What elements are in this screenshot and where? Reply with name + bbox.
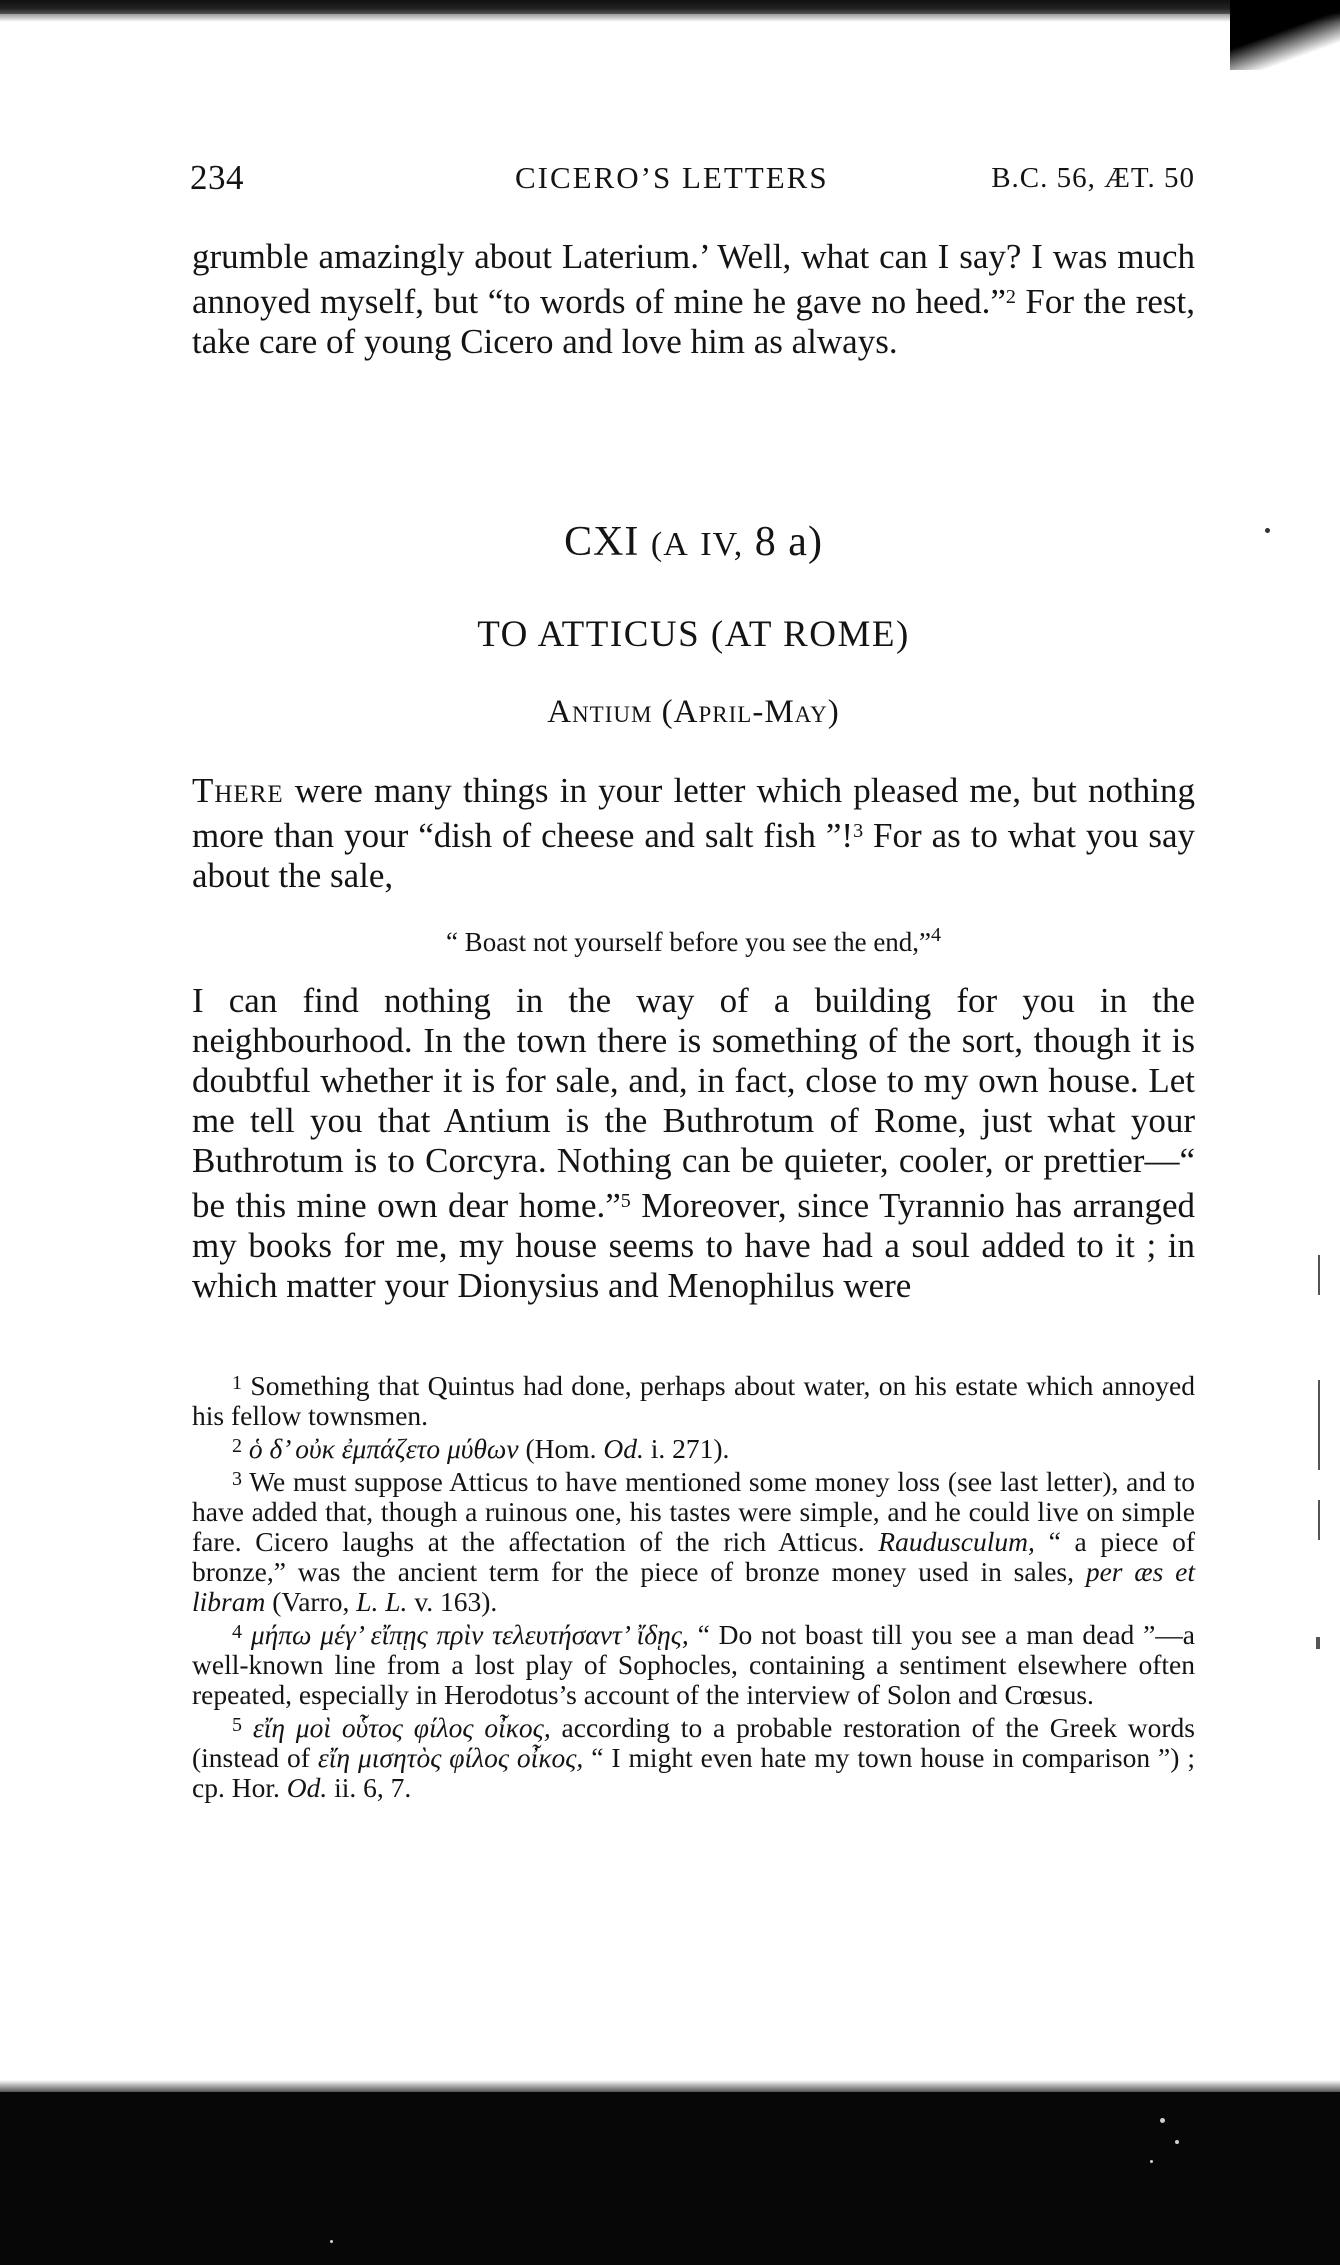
previous-letter-continuation [192, 237, 1195, 362]
footnote [192, 1431, 1195, 1464]
footnote-text-mid: (Varro, [265, 1586, 357, 1617]
footnote-greek: εἴη μισητὸς φίλος οἶκος, [317, 1742, 584, 1773]
footnote-number: 2 [232, 1435, 242, 1457]
scan-margin-mark [1316, 1637, 1320, 1649]
footnote-italic: per æs et libram [192, 1556, 1195, 1617]
quote-text: “ Boast not yourself before you see the end,” [445, 927, 932, 957]
footnote-ref: 5 [620, 1190, 631, 1212]
footnote-italic: L. L. [356, 1586, 408, 1617]
scan-speck [1175, 2140, 1179, 2144]
scan-speck [1160, 2118, 1165, 2123]
footnote-text: Something that Quintus had done, perhaps about water, on his estate which annoyed his fellow townsmen. [192, 1370, 1195, 1431]
footnote-number: 3 [232, 1468, 242, 1490]
footnote [192, 1617, 1195, 1710]
scan-top-edge-shadow [0, 14, 1340, 22]
footnote-text-after: v. 163). [407, 1586, 498, 1617]
footnote-ref: 2 [1005, 286, 1016, 308]
footnote-text-after: i. 271). [643, 1433, 730, 1464]
footnote-text: We must suppose Atticus to have mentioned some money loss (see last letter), and to have added that, though a ruinous one, his tastes were simple, and he could live on simple fare. Cicero laughs at the affectation of the rich Atticus. [192, 1466, 1195, 1557]
footnote-text: (Hom. [518, 1433, 604, 1464]
scan-corner-shadow [1230, 0, 1340, 70]
page-number: 234 [190, 158, 244, 197]
scan-top-edge [0, 0, 1340, 14]
scan-margin-mark [1318, 1380, 1320, 1470]
footnote-number: 5 [232, 1714, 242, 1736]
scan-speck [1265, 528, 1270, 533]
letter-reference-rest: 8 a) [754, 519, 823, 565]
footnote-text-mid: “ a piece of bronze,” was the ancient term for the piece of bronze money used in sales, [192, 1526, 1196, 1587]
footnote-greek: ὁ δ’ οὐκ ἐμπάζετο μύθων [248, 1433, 519, 1464]
continuation-text-after: For the rest, take care of young Cicero and love him as always. [192, 282, 1195, 361]
running-title: CICERO’S LETTERS [515, 160, 829, 195]
footnote [192, 1464, 1195, 1617]
letter-heading: TO ATTICUS (AT ROME) [477, 614, 910, 655]
verse-quote [192, 918, 1195, 959]
scan-bottom-edge [0, 2092, 1340, 2265]
continuation-text: grumble amazingly about Laterium.’ Well, what can I say? I was much annoyed myself, but “to words of mine he gave no heed.” [192, 237, 1195, 321]
footnote-text-mid: “ I might even hate my town house in comparison ”) ; cp. Hor. [192, 1742, 1195, 1803]
footnote-greek: μήπω μέγ’ εἴπῃς πρὶν τελευτήσαντ’ ἴδῃς, [250, 1619, 689, 1650]
running-head [190, 158, 1195, 202]
scan-margin-mark [1318, 1500, 1320, 1540]
letter-number [192, 518, 1195, 566]
footnote-ref: 3 [853, 820, 864, 842]
scan-speck [330, 2240, 333, 2243]
scan-margin-mark [1318, 1255, 1320, 1295]
footnote-ref: 4 [931, 924, 942, 946]
footnote-text: according to a probable restoration of the Greek words (instead of [192, 1712, 1196, 1773]
running-date: B.C. 56, ÆT. 50 [991, 162, 1195, 194]
footnote-text: “ Do not boast till you see a man dead ”—a well-known line from a lost play of Sophocles, containing a sentiment elsewhere often repeated, especially in Herodotus’s account of the interview of Solon and Crœsus. [192, 1619, 1195, 1710]
footnote-italic: Raudusculum, [878, 1526, 1035, 1557]
footnote-italic: Od. [603, 1433, 644, 1464]
scan-speck [1150, 2160, 1153, 2163]
opening-text: were many things in your letter which pleased me, but nothing more than your “dish of cheese and salt fish ”! [192, 771, 1195, 855]
letter-reference-book: IV, [700, 526, 744, 563]
body-text: I can find nothing in the way of a building for you in the neighbourhood. In the town there is something of the sort, though it is doubtful whether it is for sale, and, in fact, close to my own house. Let me tell you that Antium is the Buthrotum of Rome, just what your Buthrotum is to Corcyra. Nothing can be quieter, cooler, or prettier—“ be this mine own dear home.” [192, 981, 1195, 1225]
footnote-number: 4 [232, 1621, 242, 1643]
letter-place: Antium (April-May) [547, 694, 840, 730]
opening-text-after: For as to what you say about the sale, [192, 816, 1195, 895]
letter-opening-paragraph [192, 771, 1195, 896]
footnote-italic: Od. [286, 1772, 328, 1803]
footnote-number: 1 [232, 1372, 242, 1394]
footnote-text-after: ii. 6, 7. [327, 1772, 412, 1803]
letter-reference-open: (A [650, 526, 689, 563]
footnote [192, 1368, 1195, 1431]
footnote-greek: εἴη μοὶ οὗτος φίλος οἶκος, [252, 1712, 551, 1743]
letter-body-paragraph [192, 981, 1195, 1306]
body-text-after: Moreover, since Tyrannio has arranged my books for me, my house seems to have had a soul added to it ; in which matter your Dionysius and Menophilus were [192, 1186, 1195, 1305]
letter-roman-numeral: CXI [564, 519, 640, 565]
footnotes [192, 1368, 1195, 1803]
footnote [192, 1710, 1195, 1803]
lead-word: There [192, 771, 284, 810]
